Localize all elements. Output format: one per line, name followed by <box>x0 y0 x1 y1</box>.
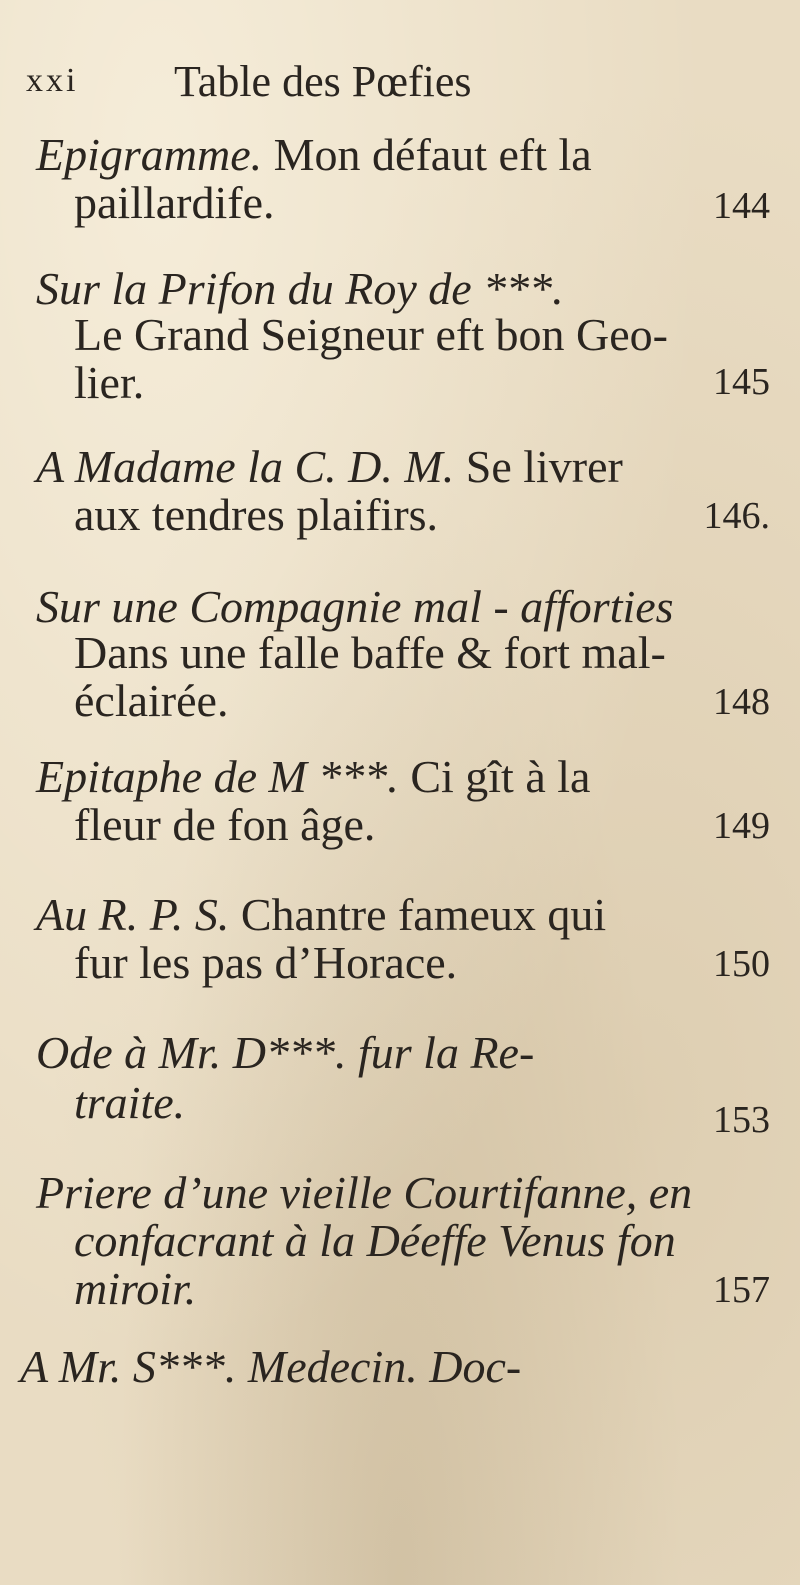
entry-page-number: 150 <box>713 943 770 985</box>
entry-title: Ode à Mr. D***. <box>36 1027 347 1078</box>
entry-incipit: Mon défaut eft la <box>273 129 592 180</box>
entry-page-number: 153 <box>713 1099 770 1141</box>
entry-incipit: Se livrer <box>465 441 623 492</box>
entry-first-line <box>36 750 590 803</box>
entry-title: Priere d’une vieille Courtifanne, en <box>36 1167 693 1218</box>
entry-incipit-cont: traite. <box>74 1077 186 1128</box>
entry-first-line <box>36 1026 534 1079</box>
entry-title: Epitaphe de M ***. <box>36 751 399 802</box>
entry-incipit: fur la Re- <box>357 1027 535 1078</box>
entry-first-line <box>20 1340 521 1393</box>
entry-page-number: 157 <box>713 1269 770 1311</box>
entry-incipit: confacrant à la Déeffe Venus fon <box>74 1215 676 1266</box>
entry-incipit: Dans une falle baffe & fort mal- <box>74 627 666 678</box>
entry-title: A Mr. S***. <box>20 1341 237 1392</box>
entry-title: Sur une Compagnie mal - afforties <box>36 581 674 632</box>
entry-title: Epigramme. <box>36 129 263 180</box>
entry-first-line <box>36 888 606 941</box>
entry-incipit-cont: éclairée. <box>74 675 229 726</box>
entry-title: Au R. P. S. <box>36 889 230 940</box>
entry-page-number: 148 <box>713 681 770 723</box>
folio: xxi <box>26 62 79 99</box>
entry-page-number: 145 <box>713 361 770 403</box>
entry-incipit-cont: lier. <box>74 357 145 408</box>
entry-incipit: Ci gît à la <box>410 751 591 802</box>
entry-page-number: 146. <box>703 495 770 537</box>
entry-incipit: Le Grand Seigneur eft bon Geo- <box>74 309 668 360</box>
entry-incipit: Medecin. Doc- <box>247 1341 522 1392</box>
entry-incipit-cont: fur les pas d’Horace. <box>74 937 458 988</box>
entry-title: Sur la Prifon du Roy de ***. <box>36 263 564 314</box>
entry-incipit-cont: aux tendres plaifirs. <box>74 489 439 540</box>
entry-first-line <box>36 128 592 181</box>
page-header <box>26 56 786 106</box>
entry-incipit-cont: paillardife. <box>74 177 275 228</box>
entry-incipit-cont: fleur de fon âge. <box>74 799 376 850</box>
entry-page-number: 144 <box>713 185 770 227</box>
entry-incipit-cont: miroir. <box>74 1263 197 1314</box>
running-title: Table des Pœfies <box>174 57 472 106</box>
entry-first-line <box>36 440 623 493</box>
entry-title: A Madame la C. D. M. <box>36 441 455 492</box>
entry-page-number: 149 <box>713 805 770 847</box>
entry-incipit: Chantre fameux qui <box>240 889 607 940</box>
